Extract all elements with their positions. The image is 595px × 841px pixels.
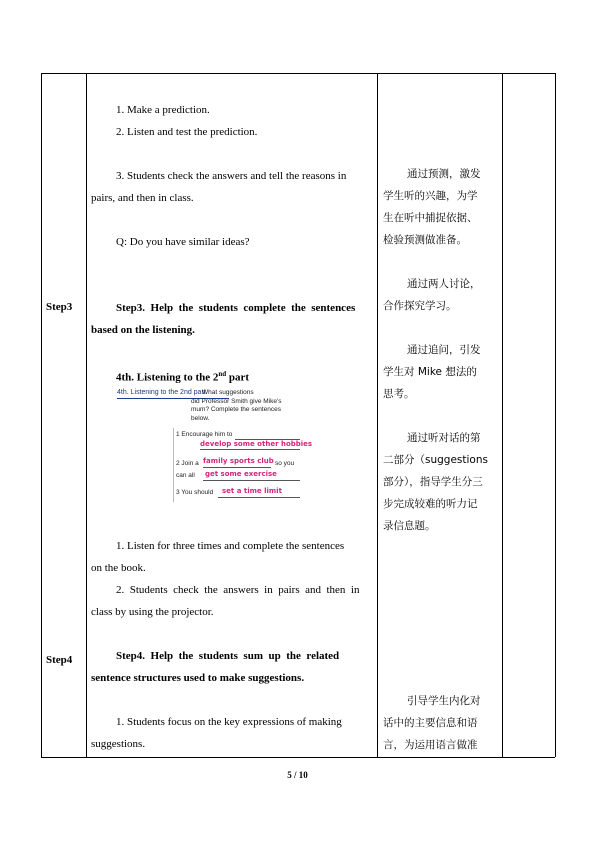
figure-question-line: mum? Complete the sentences xyxy=(191,406,281,413)
note-line: 话中的主要信息和语 xyxy=(383,717,478,729)
note-line: 二部分（suggestions xyxy=(383,454,488,466)
note-listening-part2 xyxy=(383,427,501,537)
table-top-border xyxy=(41,73,555,74)
note-line: 合作探究学习。 xyxy=(383,300,457,312)
figure-item-3-prefix: 3 You should xyxy=(176,489,214,496)
figure-item-2-line2-blank xyxy=(203,480,300,481)
step4-heading-line2: sentence structures used to make suggestions. xyxy=(91,672,305,684)
step3-heading-line2: based on the listening. xyxy=(91,324,195,336)
column-divider-1 xyxy=(86,73,87,757)
note-line: 步完成较难的听力记 xyxy=(383,498,478,510)
note-line: 学生听的兴趣，为学 xyxy=(383,190,478,202)
note-follow-up xyxy=(383,339,501,405)
item-make-prediction: 1. Make a prediction. xyxy=(116,104,210,116)
note-line: 检验预测做准备。 xyxy=(383,234,467,246)
table-right-border xyxy=(555,73,556,757)
check-pairs-line1: 2. Students check the answers in pairs and then in xyxy=(116,584,360,596)
figure-item-1-blank xyxy=(200,449,300,450)
note-line: 通过追问，引发 xyxy=(407,344,481,356)
figure-item-3-blank xyxy=(218,497,300,498)
note-line: 录信息题。 xyxy=(383,520,436,532)
figure-item-3-answer: set a time limit xyxy=(222,487,282,495)
figure-item-2-blank xyxy=(203,467,271,468)
figure-question xyxy=(191,389,310,423)
column-divider-2 xyxy=(377,73,378,757)
step3-heading-line1: Step3. Help the students complete the sentences xyxy=(116,302,356,314)
figure-item-2-line2-prefix: can all xyxy=(176,472,195,479)
note-line: 通过两人讨论， xyxy=(407,278,481,290)
column-divider-3 xyxy=(502,73,503,757)
listen-three-times-line1: 1. Listen for three times and complete the sentences xyxy=(116,540,345,552)
note-prediction xyxy=(383,163,501,251)
figure-item-2-answer: family sports club xyxy=(203,457,274,465)
item-check-answers-line1: 3. Students check the answers and tell the reasons in xyxy=(116,170,347,182)
listening-part-prefix: 4th. Listening to the 2 xyxy=(116,371,219,384)
step4-heading-line1: Step4. Help the students sum up the related xyxy=(116,650,340,662)
item-listen-test: 2. Listen and test the prediction. xyxy=(116,126,258,138)
figure-item-2-line2-answer: get some exercise xyxy=(205,470,277,478)
note-line: 部分），指导学生分三 xyxy=(383,476,483,488)
note-line: 言，为运用语言做准 xyxy=(383,739,478,751)
note-line: 通过听对话的第 xyxy=(407,432,481,444)
figure-item-1-answer: develop some other hobbies xyxy=(200,440,313,448)
figure-header: 4th. Listening to the 2nd part xyxy=(117,389,206,396)
figure-question-line: below. xyxy=(191,414,210,422)
listen-three-times-line2: on the book. xyxy=(91,562,146,574)
check-pairs-line2: class by using the projector. xyxy=(91,606,214,618)
table-bottom-border xyxy=(41,757,555,758)
note-line: 通过预测，激发 xyxy=(407,168,481,180)
page-number: 5 / 10 xyxy=(287,770,308,780)
note-line: 思考。 xyxy=(383,388,415,400)
figure-margin-line xyxy=(173,428,174,502)
focus-expressions-line1: 1. Students focus on the key expressions of making xyxy=(116,716,342,728)
step4-label: Step4 xyxy=(46,654,73,666)
listening-part-suffix: part xyxy=(226,371,250,384)
note-line: 学生对 Mike 想法的 xyxy=(383,366,477,378)
listening-part-superscript: nd xyxy=(218,370,227,378)
listening-exercise-figure xyxy=(115,383,315,503)
note-line: 引导学生内化对 xyxy=(407,695,481,707)
figure-question-line: What suggestions xyxy=(202,389,254,396)
figure-item-2-suffix: so you xyxy=(275,460,295,467)
figure-question-line: did Professor Smith give Mike's xyxy=(191,397,282,405)
focus-expressions-line2: suggestions. xyxy=(91,738,146,750)
note-line: 生在听中捕捉依据、 xyxy=(383,212,478,224)
figure-item-2-prefix: 2 Join a xyxy=(176,460,199,467)
note-internalize xyxy=(383,690,501,756)
step3-label: Step3 xyxy=(46,301,73,313)
question-similar-ideas: Q: Do you have similar ideas? xyxy=(116,236,250,248)
table-left-border xyxy=(41,73,42,757)
figure-item-1-prefix: 1 Encourage him to xyxy=(176,431,233,438)
item-check-answers-line2: pairs, and then in class. xyxy=(91,192,194,204)
note-discussion xyxy=(383,273,501,317)
